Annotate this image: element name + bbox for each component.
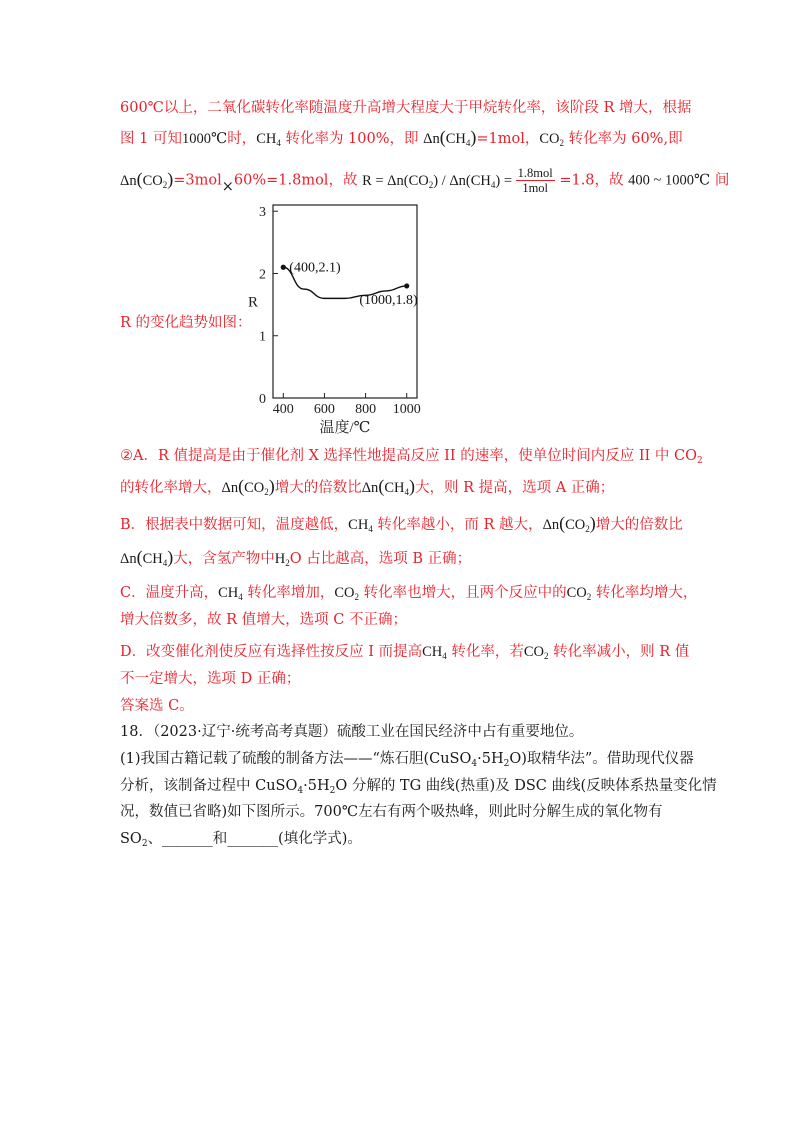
answer-text: 时， xyxy=(227,131,257,147)
question-18-title: 18．（2023·辽宁·统考高考真题）硫酸工业在国民经济中占有重要地位。 xyxy=(120,724,584,740)
data-point xyxy=(281,265,286,270)
x-tick-label: 1000 xyxy=(392,402,421,417)
option-b-line-2: $\Delta n(CH_4)$大，含氢产物中$H_2O$ 占比越高，选项 B 正确； xyxy=(120,547,472,568)
delta-n: Δn xyxy=(120,172,137,189)
answer-text: R 的变化趋势如图： xyxy=(120,315,252,331)
ratio-formula: $R = \Delta n(CO_2) / \Delta n(CH_4)$ = xyxy=(362,172,516,190)
option-c-line-2: 增大倍数多，故 R 值增大，选项 C 不正确； xyxy=(120,612,407,628)
y-tick-label: 2 xyxy=(259,267,266,283)
option-d-line-1: D．改变催化剂使反应有选择性按反应 I 而提高$CH_4$ 转化率，若$CO_2$ 转化率减小，则 R 值 xyxy=(120,644,690,661)
option-b-line-1: B．根据表中数据可知，温度越低，$CH_4$ 转化率越小，而 R 越大，$\Delta n(CO_2)$增大的倍数比 xyxy=(120,513,683,534)
fraction: $\frac{\text{1.8mol}}{\text{1mol}}$ xyxy=(517,166,553,195)
point-label: (1000,1.8) xyxy=(359,292,418,308)
answer-line-2: 图 1 可知1000℃时，$CH_4$ 转化率为 100%，即 $\Delta n(CH_4)=1mol$，$CO_2$ 转化率为 60%,即 xyxy=(120,127,683,148)
y-tick-label: 3 xyxy=(259,205,266,221)
formula-ch4: CH xyxy=(256,131,277,147)
option-d-line-2: 不一定增大，选项 D 正确； xyxy=(120,671,301,687)
answer-text: 600℃以上，二氧化碳转化率随温度升高增大程度大于甲烷转化率，该阶段 R 增大，根据 xyxy=(120,100,692,116)
question-18-line-2: (1)我国古籍记载了硫酸的制备方法——“炼石胆$(CuSO_4\cdot 5H_2O)$取精华法”。借助现代仪器 xyxy=(120,751,694,769)
answer-text: 转化率为 100%，即 xyxy=(280,131,424,147)
temperature-range: 400 ~ 1000℃ xyxy=(628,172,711,189)
answer-text: =1.8，故 xyxy=(554,172,629,189)
y-tick-label: 1 xyxy=(259,329,266,345)
answer-text: 转化率为 60%,即 xyxy=(564,131,683,147)
answer-text: =3mol xyxy=(173,172,222,189)
point-label: (400,2.1) xyxy=(289,260,341,276)
delta-n: Δn xyxy=(423,131,440,147)
x-tick-label: 600 xyxy=(313,402,335,417)
data-point xyxy=(404,283,409,288)
formula-co2: CO xyxy=(539,131,560,147)
question-18-line-3: 分析，该制备过程中 $CuSO_4\cdot 5H_2O$ 分解的 TG 曲线(热重)及 DSC 曲线(反映体系热量变化情 xyxy=(120,778,717,796)
temperature-value: 1000℃ xyxy=(181,131,228,147)
answer-text: 间 xyxy=(710,172,730,189)
question-18-line-4: 况，数值已省略)如下图所示。700℃左右有两个吸热峰，则此时分解生成的氧化物有 xyxy=(120,804,663,820)
y-axis-label: R xyxy=(248,294,259,311)
option-c-line-1: C．温度升高，$CH_4$ 转化率增加，$CO_2$ 转化率也增大，且两个反应中的$CO_2$ 转化率均增大， xyxy=(120,585,698,602)
r-trend-chart xyxy=(240,200,440,440)
question-18-line-5: $SO_2$、_______和_______(填化学式)。 xyxy=(120,831,362,849)
answer-text: =1mol， xyxy=(476,131,540,147)
option-a-line-1: ②A．R 值提高是由于催化剂 X 选择性地提高反应 II 的速率，使单位时间内反应 II 中 $CO_2$ xyxy=(120,448,703,466)
answer-final: 答案选 C。 xyxy=(120,698,194,714)
x-tick-label: 800 xyxy=(355,402,377,417)
x-axis-label: 温度/℃ xyxy=(319,420,371,436)
x-tick-label: 400 xyxy=(272,402,294,417)
answer-line-3: $\Delta n(CO_2)=3mol\times 60\%=1.8mol$，故 $R = \Delta n(CO_2) / \Delta n(CH_4)$ = $\frac{\text{1.8mol}}{\text{1mol}}$ =1.8，故 400 ~ 1000℃ 间 xyxy=(120,166,730,195)
answer-text: 60%=1.8mol，故 xyxy=(233,172,363,189)
times-sign: × xyxy=(221,178,234,195)
answer-line-1 xyxy=(120,99,692,117)
answer-line-4 xyxy=(120,314,252,332)
option-a-line-2: 的转化率增大，$\Delta n(CO_2)$增大的倍数比$\Delta n(CH_4)$大，则 R 提高，选项 A 正确； xyxy=(120,476,615,497)
answer-text: 图 1 可知 xyxy=(120,131,182,147)
y-tick-label: 0 xyxy=(259,392,266,407)
